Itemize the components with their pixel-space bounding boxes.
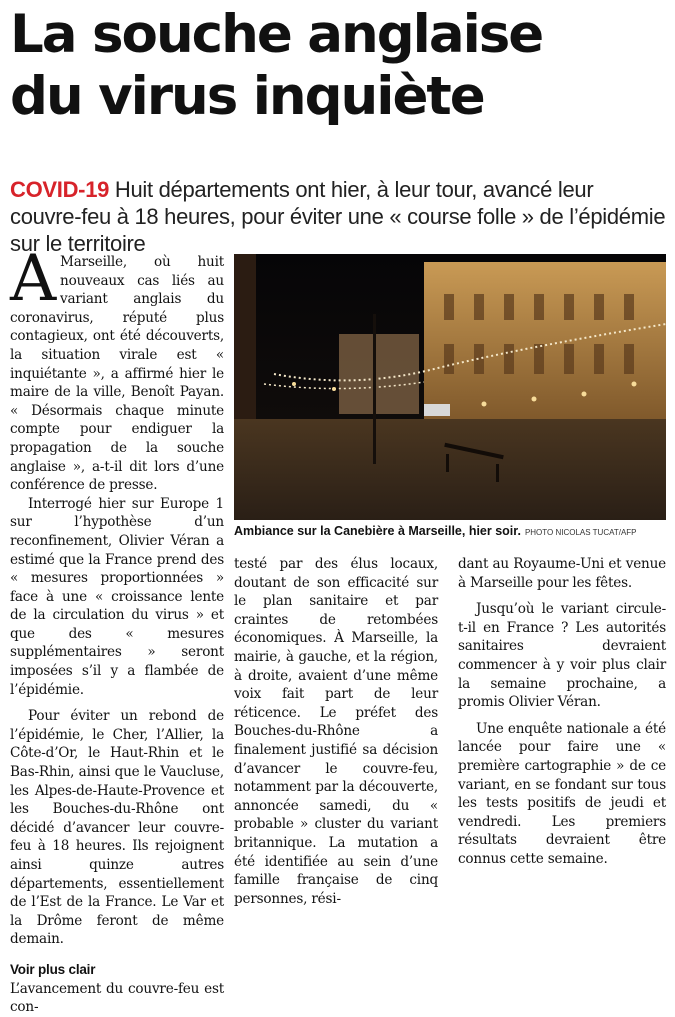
deck-text: Huit départements ont hier, à leur tour, avancé leur couvre-feu à 18 heures, pour éviter une « course folle » de l’épidémie sur le territoire [10,177,666,256]
paragraph-3: Pour éviter un rebond de l’épidémie, le Cher, l’Allier, la Côte-d’Or, le Haut-Rhin et le Bas-Rhin, ainsi que le Vaucluse, les Alpes-de-Haute-Provence et les Bouches-du-Rhône ont décidé d’avancer leur couvre-feu à 18 heures. Ils rejoignent ainsi quinze autres départements, essentiellement de l’Est de la France. Le Var et la Drôme feront de même demain. [10,708,224,948]
caption-text: Ambiance sur la Canebière à Marseille, hier soir. [234,524,521,538]
headline-line-1: La souche anglaise [10,4,543,65]
kicker: COVID-19 [10,177,110,202]
column-3-paragraph-3: Une enquête nationale a été lancée pour faire une « première cartographie » de ce variant, en se fondant sur tous les tests positifs de jeudi et vendredi. Les premiers résultats devraient être connus cette semaine. [458,720,666,867]
paragraph-4-start: L’avancement du couvre-feu est con- [10,980,224,1016]
dropcap: A [10,242,57,316]
photo [234,254,666,520]
paragraph-1-text: Marseille, où huit nouveaux cas liés au variant anglais du coronavirus, réputé plus contagieux, ont été découverts, la situation virale est « inquiétante », a affirmé hier le maire de la ville, Benoît Payan. « Désormais chaque minute compte pour endiguer la propagation de la souche anglaise », a-t-il dit lors d’une conférence de presse. [10,254,224,494]
deck [10,176,670,257]
headline-line-2: du virus inquiète [10,66,484,127]
photo-credit: PHOTO NICOLAS TUCAT/AFP [524,528,637,537]
paragraph-1 [10,242,224,495]
article-column-3 [458,555,666,869]
photo-caption [234,524,674,538]
photo-canebiere-night [234,254,666,520]
article-column-2 [234,555,438,908]
headline [10,4,670,128]
paragraph-2: Interrogé hier sur Europe 1 sur l’hypothèse d’un reconfinement, Olivier Véran a estimé que la France prend des « mesures proportionnées » face à une « croissance lente de la circulation du virus » et que des « mesures supplémentaires » seront imposées s’il y a flambée de l’épidémie. [10,495,224,698]
article-column-1 [10,242,224,1017]
subhead: Voir plus clair [10,961,96,977]
column-3-paragraph-2: Jusqu’où le variant circule-t-il en France ? Les autorités sanitaires devraient commencer à y voir plus clair la semaine prochaine, a promis Olivier Véran. [458,601,666,711]
column-3-paragraph-1: dant au Royaume-Uni et venue à Marseille pour les fêtes. [458,556,666,591]
column-2-text: testé par des élus locaux, doutant de son efficacité sur le plan sanitaire et par craintes de retombées économiques. À Marseille, la mairie, à gauche, et la région, à droite, avaient d’une même voix fait part de leur réticence. Le préfet des Bouches-du-Rhône a finalement justifié sa décision d’avancer le couvre-feu, notamment par la découverte, annoncée samedi, du « probable » cluster du variant britannique. La mutation a été identifiée au sein d’une famille française de cinq personnes, rési- [234,556,438,907]
